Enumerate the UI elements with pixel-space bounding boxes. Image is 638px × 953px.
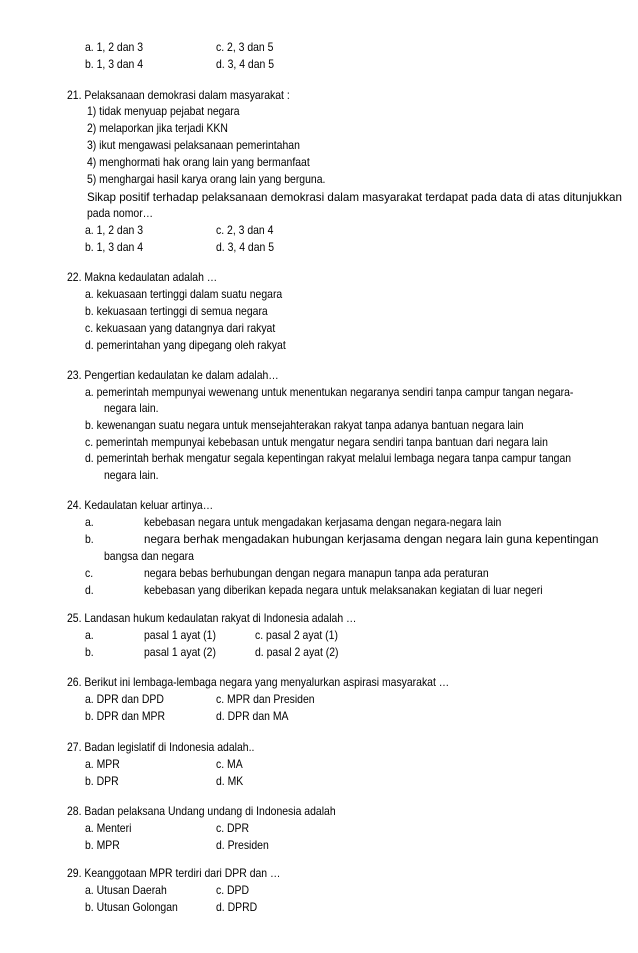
option-d: d. pasal 2 ayat (2) [255,646,339,659]
question-21-prompt: Sikap positif terhadap pelaksanaan demokrasi dalam masyarakat terdapat pada data di atas ditunjukkan [87,191,622,204]
option-b: b. DPR [85,775,119,788]
option-a: a. MPR [85,758,120,771]
option-a: pasal 1 ayat (1) [144,629,216,642]
option-b: b. kekuasaan tertinggi di semua negara [85,305,268,318]
question-23-stem: 23. Pengertian kedaulatan ke dalam adalah… [67,369,279,382]
option-c: c. MPR dan Presiden [216,693,315,706]
option-a-cont: negara lain. [104,402,159,415]
question-21-prompt-cont: pada nomor… [87,207,154,220]
option-c: c. DPD [216,884,250,897]
option-d: d. MK [216,775,244,788]
question-21-stem: 21. Pelaksanaan demokrasi dalam masyarakat : [67,89,290,102]
option-a: a. DPR dan DPD [85,693,164,706]
option-a: a. pemerintah mempunyai wewenang untuk menentukan negaranya sendiri tanpa campur tangan negara- [85,386,574,399]
question-25-stem: 25. Landasan hukum kedaulatan rakyat di Indonesia adalah … [67,612,357,625]
option-a-letter: a. [85,629,94,642]
option-d: kebebasan yang diberikan kepada negara untuk melaksanakan kegiatan di luar negeri [144,584,543,597]
option-d: d. pemerintahan yang dipegang oleh rakyat [85,339,286,352]
option-b-letter: b. [85,533,94,546]
list-item: 4) menghormati hak orang lain yang bermanfaat [87,156,310,169]
list-item: 1) tidak menyuap pejabat negara [87,105,240,118]
option-b: pasal 1 ayat (2) [144,646,216,659]
option-c: c. DPR [216,822,250,835]
option-b: b. 1, 3 dan 4 [85,241,144,254]
question-22-stem: 22. Makna kedaulatan adalah … [67,271,218,284]
option-c: negara bebas berhubungan dengan negara manapun tanpa ada peraturan [144,567,489,580]
list-item: 5) menghargai hasil karya orang lain yang berguna. [87,173,326,186]
option-b: b. 1, 3 dan 4 [85,58,144,71]
option-b: b. MPR [85,839,120,852]
option-b-letter: b. [85,646,94,659]
option-a: a. kekuasaan tertinggi dalam suatu negara [85,288,283,301]
option-b: negara berhak mengadakan hubungan kerjasama dengan negara lain guna kepentingan [144,533,599,546]
option-c: c. MA [216,758,243,771]
option-b: b. Utusan Golongan [85,901,178,914]
question-24-stem: 24. Kedaulatan keluar artinya… [67,499,214,512]
option-b: b. DPR dan MPR [85,710,166,723]
option-a: a. 1, 2 dan 3 [85,224,144,237]
list-item: 2) melaporkan jika terjadi KKN [87,122,228,135]
option-a: a. 1, 2 dan 3 [85,41,144,54]
option-d: d. Presiden [216,839,269,852]
question-29-stem: 29. Keanggotaan MPR terdiri dari DPR dan … [67,867,281,880]
option-d-cont: negara lain. [104,469,159,482]
option-a: a. Utusan Daerah [85,884,167,897]
question-26-stem: 26. Berikut ini lembaga-lembaga negara yang menyalurkan aspirasi masyarakat … [67,676,450,689]
option-d: d. 3, 4 dan 5 [216,58,275,71]
question-27-stem: 27. Badan legislatif di Indonesia adalah.. [67,741,255,754]
option-a: a. Menteri [85,822,132,835]
list-item: 3) ikut mengawasi pelaksanaan pemerintahan [87,139,300,152]
option-b-cont: bangsa dan negara [104,550,194,563]
option-c: c. pasal 2 ayat (1) [255,629,338,642]
option-c: c. 2, 3 dan 4 [216,224,274,237]
question-28-stem: 28. Badan pelaksana Undang undang di Indonesia adalah [67,805,336,818]
option-a-letter: a. [85,516,94,529]
option-a: kebebasan negara untuk mengadakan kerjasama dengan negara-negara lain [144,516,502,529]
option-b: b. kewenangan suatu negara untuk mensejahterakan rakyat tanpa adanya bantuan negara lain [85,419,524,432]
option-d: d. DPRD [216,901,258,914]
option-d-letter: d. [85,584,94,597]
option-d: d. 3, 4 dan 5 [216,241,275,254]
option-c-letter: c. [85,567,94,580]
option-d: d. pemerintah berhak mengatur segala kepentingan rakyat melalui lembaga negara tanpa campur tangan [85,452,572,465]
option-c: c. kekuasaan yang datangnya dari rakyat [85,322,276,335]
option-c: c. pemerintah mempunyai kebebasan untuk mengatur negara sendiri tanpa bantuan dari negara lain [85,436,548,449]
option-c: c. 2, 3 dan 5 [216,41,274,54]
option-d: d. DPR dan MA [216,710,289,723]
